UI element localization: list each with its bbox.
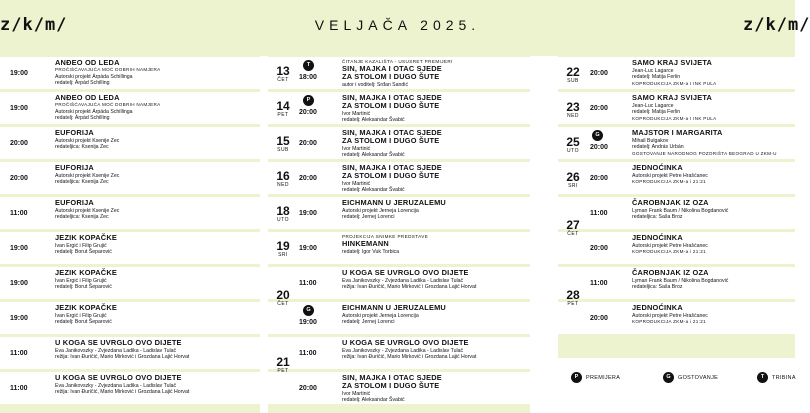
event-body: [55, 129, 260, 151]
event-time: 19:00: [299, 245, 317, 252]
event-detail-line: Autorski projekt Ksenije Zec: [55, 173, 120, 179]
event-type-badge: G: [303, 305, 314, 316]
weekday: ČET: [277, 77, 289, 83]
event-title: ČAROBNJAK IZ OZA: [632, 268, 709, 277]
event-title: HINKEMANN: [342, 239, 389, 248]
weekday: ČET: [277, 301, 289, 307]
event-row[interactable]: [558, 197, 795, 232]
event-time: 19:00: [10, 315, 28, 322]
event-type-badge: P: [303, 95, 314, 106]
event-row[interactable]: [268, 302, 530, 334]
schedule-column-1: [0, 56, 260, 413]
event-body: [632, 234, 795, 255]
event-row[interactable]: [268, 127, 530, 159]
event-details: [55, 173, 260, 186]
event-row[interactable]: [558, 92, 795, 124]
event-body: [342, 304, 530, 326]
event-time: 20:00: [590, 70, 608, 77]
day-number: 25: [566, 135, 580, 149]
event-title: EUFORIJA: [55, 198, 94, 207]
event-details: [342, 82, 530, 88]
event-note: KOPRODUKCIJA ZKM-a i 21:21: [632, 319, 706, 325]
event-detail-line: redatelj: András Urbán: [632, 144, 684, 151]
weekday: UTO: [277, 217, 289, 223]
event-title: SIN, MAJKA I OTAC SJEDE: [342, 163, 442, 172]
event-title: SAMO KRAJ SVIJETA: [632, 93, 713, 102]
event-detail-line: redatelj: Borut Šeparović: [55, 319, 112, 326]
event-title: U KOGA SE UVRGLO OVO DIJETE: [342, 268, 469, 277]
event-time: 20:00: [10, 175, 28, 182]
event-details: [55, 208, 260, 221]
event-title: SIN, MAJKA I OTAC SJEDE: [342, 93, 442, 102]
event-row[interactable]: [558, 57, 795, 89]
event-time: 19:00: [10, 245, 28, 252]
legend-badge: T: [757, 372, 768, 383]
event-title: U KOGA SE UVRGLO OVO DIJETE: [55, 373, 182, 382]
event-note: KOPRODUKCIJA ZKM-a i 21:21: [632, 179, 706, 185]
event-time: 11:00: [590, 210, 608, 217]
event-body: [632, 94, 795, 122]
day-label: [560, 219, 586, 237]
event-title: EUFORIJA: [55, 128, 94, 137]
event-detail-line: redatelj: Jernej Lorenci: [342, 214, 395, 221]
event-row[interactable]: [268, 197, 530, 229]
day-number: 18: [276, 204, 290, 218]
event-body: [55, 234, 260, 256]
event-detail-line: redatelj: Borut Šeparović: [55, 249, 112, 256]
event-body: [632, 269, 795, 291]
event-detail-line: redatelj: Aleksandar Švabić: [342, 117, 405, 124]
day-label: [560, 136, 586, 154]
event-prelabel: ČITANJE KAZALIŠTA - USUSRET PREMIJERI: [342, 59, 453, 64]
event-body: [55, 269, 260, 291]
event-details: [342, 146, 530, 159]
event-details: [342, 313, 530, 326]
event-details: [632, 278, 795, 291]
event-detail-line: Autorski projekt Petre Hrašćanec: [632, 313, 708, 319]
event-body: [55, 94, 260, 122]
event-details: [632, 208, 795, 221]
event-detail-line: Jean-Luc Lagarce: [632, 103, 674, 109]
event-detail-line: Autorski projekt Jerneja Lorencija: [342, 208, 419, 214]
event-row[interactable]: [558, 267, 795, 302]
legend-badge: G: [663, 372, 674, 383]
event-body: [342, 199, 530, 221]
event-prelabel: PROJEKCIJA SNIMKE PREDSTAVE: [342, 234, 429, 239]
event-title: ANĐEO OD LEDA: [55, 58, 120, 67]
event-details: [342, 249, 530, 255]
event-detail-line: Eva Janikovszky - Zvjezdana Ladika - Ladislav Tulač: [342, 278, 464, 284]
event-title: SIN, MAJKA I OTAC SJEDE: [342, 64, 442, 73]
event-detail-line: redateljica: Saša Broz: [632, 284, 683, 291]
event-title: JEDNOĆINKA: [632, 163, 683, 172]
event-detail-line: Ivor Martinić: [342, 146, 371, 152]
day-label: [272, 356, 294, 374]
event-detail-line: redatelj: Jernej Lorenci: [342, 319, 395, 326]
event-note: GOSTOVANJE NARODNOG POZORIŠTA BEOGRAD U ZKM-U: [632, 150, 777, 156]
event-detail-line: režija: Ivan Đuričić, Mario Mirković i Grozdana Lajić Horvat: [342, 284, 477, 291]
event-row[interactable]: [0, 162, 260, 194]
event-row[interactable]: [268, 162, 530, 194]
event-time: 20:00: [590, 144, 608, 151]
event-row[interactable]: [268, 337, 530, 369]
weekday: SRI: [568, 183, 578, 189]
event-row[interactable]: [558, 302, 795, 334]
day-number: 26: [566, 170, 580, 184]
event-details: [55, 138, 260, 151]
weekday: PET: [277, 112, 289, 118]
event-body: [342, 339, 530, 361]
event-title: U KOGA SE UVRGLO OVO DIJETE: [342, 338, 469, 347]
event-title: SAMO KRAJ SVIJETA: [632, 58, 713, 67]
event-details: [55, 278, 260, 291]
event-row[interactable]: [268, 57, 530, 89]
event-body: [632, 304, 795, 325]
event-detail-line: redatelj: Aleksandar Švabić: [342, 397, 405, 404]
event-title: ZA STOLOM I DUGO ŠUTE: [342, 381, 440, 390]
logo-left: z/k/m/: [0, 15, 68, 35]
event-row[interactable]: [0, 302, 260, 334]
event-details: [632, 103, 795, 116]
event-row[interactable]: [268, 232, 530, 264]
event-time: 20:00: [10, 140, 28, 147]
event-body: [342, 374, 530, 404]
event-detail-line: autor i voditelj: Srđan Sandić: [342, 82, 409, 88]
weekday: SUB: [567, 78, 579, 84]
day-label: [272, 170, 294, 188]
event-detail-line: režija: Ivan Đuričić, Mario Mirković i Grozdana Lajić Horvat: [342, 354, 477, 361]
event-title: EICHMANN U JERUZALEMU: [342, 198, 446, 207]
event-row[interactable]: [268, 372, 530, 404]
day-number: 15: [276, 134, 290, 148]
page-title: VELJAČA 2025.: [314, 17, 481, 33]
event-body: [55, 339, 260, 361]
event-detail-line: redateljica: Saša Broz: [632, 214, 683, 221]
event-details: [342, 208, 530, 221]
day-number: 13: [276, 64, 290, 78]
event-row[interactable]: [268, 92, 530, 124]
event-title: SIN, MAJKA I OTAC SJEDE: [342, 128, 442, 137]
event-type-badge: T: [303, 60, 314, 71]
day-label: [560, 66, 586, 84]
event-details: [632, 138, 795, 151]
day-number: 28: [566, 288, 580, 302]
event-body: [342, 94, 530, 124]
event-body: [632, 199, 795, 221]
event-row[interactable]: [268, 267, 530, 302]
day-number: 27: [566, 218, 580, 232]
event-body: [342, 129, 530, 159]
day-label: [272, 135, 294, 153]
day-label: [272, 205, 294, 223]
event-detail-line: Ivan Ergić i Filip Grujić: [55, 313, 107, 319]
event-detail-line: Autorski projekt Jerneja Lorencija: [342, 313, 419, 319]
event-detail-line: Ivor Martinić: [342, 181, 371, 187]
weekday: SUB: [277, 147, 289, 153]
event-time: 19:00: [10, 105, 28, 112]
event-detail-line: Jean-Luc Lagarce: [632, 68, 674, 74]
event-note: KOPRODUKCIJA ZKM-a i 21:21: [632, 249, 706, 255]
day-label: [560, 171, 586, 189]
day-label: [272, 289, 294, 307]
event-title: EICHMANN U JERUZALEMU: [342, 303, 446, 312]
event-time: 19:00: [299, 210, 317, 217]
day-label: [560, 289, 586, 307]
event-detail-line: redatelj: Árpád Schilling: [55, 80, 110, 87]
event-detail-line: redatelj: Aleksandar Švabić: [342, 152, 405, 159]
event-title: JEDNOĆINKA: [632, 233, 683, 242]
event-row[interactable]: [0, 232, 260, 264]
event-details: [342, 111, 530, 124]
legend-label: PREMIJERA: [586, 375, 621, 381]
event-row[interactable]: [0, 92, 260, 124]
event-detail-line: Ivan Ergić i Filip Grujić: [55, 278, 107, 284]
event-title: ZA STOLOM I DUGO ŠUTE: [342, 136, 440, 145]
event-detail-line: Autorski projekt Ksenije Zec: [55, 208, 120, 214]
event-body: [342, 164, 530, 194]
event-detail-line: Lyman Frank Baum / Nikolina Bogdanović: [632, 208, 729, 214]
event-note: KOPRODUKCIJA ZKM-a I INK PULA: [632, 80, 717, 86]
event-detail-line: redatelj: Borut Šeparović: [55, 284, 112, 291]
event-time: 11:00: [590, 280, 608, 287]
weekday: SRI: [278, 252, 288, 258]
weekday: PET: [277, 368, 289, 374]
event-detail-line: Autorski projekt Ksenije Zec: [55, 138, 120, 144]
weekday: ČET: [567, 231, 579, 237]
event-detail-line: Lyman Frank Baum / Nikolina Bogdanović: [632, 278, 729, 284]
legend-badge: P: [571, 372, 582, 383]
event-row[interactable]: [0, 127, 260, 159]
event-detail-line: režija: Ivan Đuričić, Mario Mirković i Grozdana Lajić Horvat: [55, 389, 190, 396]
event-detail-line: Ivan Ergić i Filip Grujić: [55, 243, 107, 249]
event-detail-line: redatelj: Matija Ferlin: [632, 109, 681, 116]
event-detail-line: redatelj: Igor Vuk Torbica: [342, 249, 400, 255]
event-detail-line: Ivor Martinić: [342, 391, 371, 397]
event-body: [632, 59, 795, 87]
event-details: [342, 278, 530, 291]
day-label: [560, 101, 586, 119]
day-number: 14: [276, 99, 290, 113]
event-detail-line: redatelj: Aleksandar Švabić: [342, 187, 405, 194]
event-row[interactable]: [0, 337, 260, 369]
event-detail-line: redateljica: Ksenija Zec: [55, 214, 109, 221]
event-details: [342, 348, 530, 361]
event-detail-line: Autorski projekt Árpáda Schillinga: [55, 109, 133, 115]
event-time: 20:00: [590, 315, 608, 322]
event-time: 19:00: [10, 280, 28, 287]
weekday: NED: [276, 182, 290, 188]
event-subtitle: PROČIŠĆAVAJUĆA MOĆ DOBRIH NAMJERA: [55, 67, 161, 72]
day-label: [272, 240, 294, 258]
event-body: [55, 304, 260, 326]
event-row[interactable]: [558, 232, 795, 264]
event-details: [632, 68, 795, 81]
event-row[interactable]: [558, 127, 795, 159]
event-time: 11:00: [10, 385, 28, 392]
event-body: [342, 234, 530, 255]
event-subtitle: PROČIŠĆAVAJUĆA MOĆ DOBRIH NAMJERA: [55, 102, 161, 107]
event-title: JEZIK KOPAČKE: [55, 303, 118, 312]
event-detail-line: Autorski projekt Petre Hrašćanec: [632, 173, 708, 179]
weekday: NED: [566, 113, 580, 119]
event-detail-line: Eva Janikovszky - Zvjezdana Ladika - Ladislav Tulač: [55, 383, 177, 389]
event-title: JEZIK KOPAČKE: [55, 268, 118, 277]
day-label: [272, 65, 294, 83]
event-detail-line: Eva Janikovszky - Zvjezdana Ladika - Ladislav Tulač: [342, 348, 464, 354]
event-row[interactable]: [558, 162, 795, 194]
event-time: 19:00: [10, 70, 28, 77]
page-header: [0, 0, 810, 56]
event-body: [342, 269, 530, 291]
event-details: [55, 243, 260, 256]
event-details: [55, 74, 260, 87]
schedule-column-3: [558, 56, 795, 358]
event-detail-line: Ivor Martinić: [342, 111, 371, 117]
event-row[interactable]: [0, 372, 260, 404]
weekday: PET: [567, 301, 579, 307]
weekday: UTO: [567, 148, 579, 154]
event-time: 20:00: [590, 105, 608, 112]
event-title: U KOGA SE UVRGLO OVO DIJETE: [55, 338, 182, 347]
event-time: 11:00: [10, 350, 28, 357]
day-number: 21: [276, 355, 290, 369]
schedule-column-2: [268, 56, 530, 413]
event-row[interactable]: [0, 267, 260, 299]
event-time: 11:00: [299, 350, 317, 357]
event-title: JEZIK KOPAČKE: [55, 233, 118, 242]
event-details: [55, 313, 260, 326]
event-detail-line: Eva Janikovszky - Zvjezdana Ladika - Ladislav Tulač: [55, 348, 177, 354]
event-body: [632, 164, 795, 185]
event-details: [342, 391, 530, 404]
event-time: 20:00: [299, 175, 317, 182]
event-time: 11:00: [299, 280, 317, 287]
event-row[interactable]: [0, 197, 260, 229]
event-title: SIN, MAJKA I OTAC SJEDE: [342, 373, 442, 382]
event-title: EUFORIJA: [55, 163, 94, 172]
event-body: [342, 59, 530, 88]
day-number: 22: [566, 65, 580, 79]
event-title: ANĐEO OD LEDA: [55, 93, 120, 102]
event-time: 20:00: [590, 245, 608, 252]
event-title: ZA STOLOM I DUGO ŠUTE: [342, 101, 440, 110]
legend-label: GOSTOVANJE: [678, 375, 719, 381]
event-detail-line: redateljica: Ksenija Zec: [55, 144, 109, 151]
event-time: 20:00: [299, 385, 317, 392]
day-label: [272, 100, 294, 118]
event-title: ZA STOLOM I DUGO ŠUTE: [342, 171, 440, 180]
event-detail-line: redatelj: Árpád Schilling: [55, 115, 110, 122]
event-body: [55, 374, 260, 396]
event-body: [55, 164, 260, 186]
event-time: 11:00: [10, 210, 28, 217]
event-time: 18:00: [299, 74, 317, 81]
event-title: ČAROBNJAK IZ OZA: [632, 198, 709, 207]
event-detail-line: režija: Ivan Đuričić, Mario Mirković i Grozdana Lajić Horvat: [55, 354, 190, 361]
event-body: [55, 59, 260, 87]
day-number: 19: [276, 239, 290, 253]
event-time: 19:00: [299, 319, 317, 326]
legend-label: TRIBINA: [772, 375, 796, 381]
event-body: [55, 199, 260, 221]
event-title: MAJSTOR I MARGARITA: [632, 128, 723, 137]
event-type-badge: G: [592, 130, 603, 141]
event-time: 20:00: [299, 140, 317, 147]
event-detail-line: Mihail Bulgakov: [632, 138, 669, 144]
event-detail-line: redateljica: Ksenija Zec: [55, 179, 109, 186]
event-body: [632, 129, 795, 157]
event-title: JEDNOĆINKA: [632, 303, 683, 312]
logo-right: z/k/m/: [743, 15, 810, 35]
event-note: KOPRODUKCIJA ZKM-a I INK PULA: [632, 115, 717, 121]
event-details: [342, 181, 530, 194]
event-detail-line: redatelj: Matija Ferlin: [632, 74, 681, 81]
day-number: 23: [566, 100, 580, 114]
event-detail-line: Autorski projekt Árpáda Schillinga: [55, 74, 133, 80]
event-details: [55, 109, 260, 122]
event-title: ZA STOLOM I DUGO ŠUTE: [342, 72, 440, 81]
event-detail-line: Autorski projekt Petre Hrašćanec: [632, 243, 708, 249]
event-time: 20:00: [299, 109, 317, 116]
event-details: [55, 383, 260, 396]
event-time: 20:00: [590, 175, 608, 182]
day-number: 16: [276, 169, 290, 183]
day-number: 20: [276, 288, 290, 302]
event-row[interactable]: [0, 57, 260, 89]
event-details: [55, 348, 260, 361]
